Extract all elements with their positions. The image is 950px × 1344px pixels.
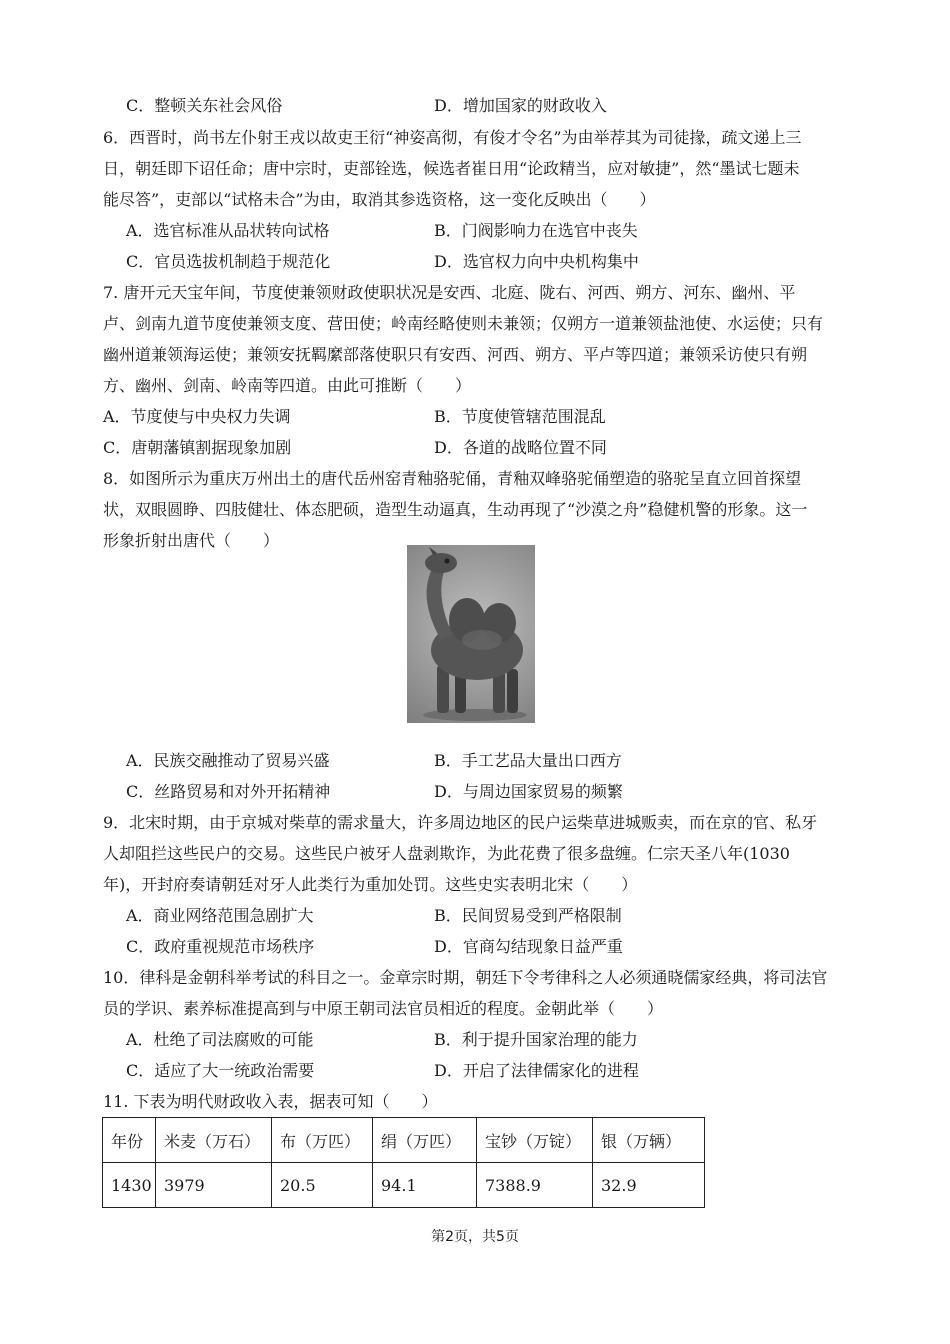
q6-option-c: C．官员选拔机制趋于规范化 [126, 252, 331, 271]
header-cloth: 布（万匹） [272, 1118, 373, 1163]
q8-option-c: C．丝路贸易和对外开拓精神 [126, 782, 331, 801]
q8-option-d: D．与周边国家贸易的频繁 [434, 782, 623, 801]
q9-option-c: C．政府重视规范市场秩序 [126, 937, 315, 956]
q6-stem-line-2: 日，朝廷即下诏任命；唐中宗时，吏部铨选，候选者崔日用“论政精当，应对敏捷”，然“墨试七题未 [103, 159, 800, 178]
q8-stem-line-3: 形象折射出唐代（ ） [103, 531, 280, 550]
q10-stem-line-1: 10．律科是金朝科举考试的科目之一。金章宗时期，朝廷下令考律科之人必须通晓儒家经典，将司法官 [103, 968, 828, 987]
cell-grain: 3979 [156, 1163, 272, 1208]
q7-stem-line-3: 幽州道兼领海运使；兼领安抚羁縻部落使职只有安西、河西、朔方、平卢等四道；兼领采访使只有朔 [103, 345, 808, 364]
q6-stem-line-3: 能尽答”，吏部以“试格未合”为由，取消其参选资格，这一变化反映出（ ） [103, 190, 656, 209]
table-row [103, 1163, 705, 1208]
q9-option-b: B．民间贸易受到严格限制 [434, 906, 622, 925]
camel-figurine-illustration [407, 545, 535, 723]
q5-option-c: C．整顿关东社会风俗 [126, 96, 283, 115]
header-grain: 米麦（万石） [156, 1118, 272, 1163]
q7-option-d: D．各道的战略位置不同 [434, 438, 607, 457]
camel-figurine-photo [407, 545, 535, 723]
q6-option-a: A．选官标准从品状转向试格 [126, 221, 330, 240]
q10-option-c: C．适应了大一统政治需要 [126, 1061, 315, 1080]
q6-stem-line-1: 6．西晋时，尚书左仆射王戎以故吏王衍“神姿高彻，有俊才令名”为由举荐其为司徒掾，疏文递上三 [103, 128, 802, 147]
header-year: 年份 [103, 1118, 156, 1163]
table-header-row [103, 1118, 705, 1163]
q9-stem-line-3: 年)，开封府奏请朝廷对牙人此类行为重加处罚。这些史实表明北宋（ ） [103, 875, 638, 894]
q10-option-a: A．杜绝了司法腐败的可能 [126, 1030, 314, 1049]
header-silk: 绢（万匹） [373, 1118, 477, 1163]
page-footer: 第2页，共5页 [431, 1229, 519, 1245]
q6-option-d: D．选官权力向中央机构集中 [434, 252, 639, 271]
cell-year: 1430 [103, 1163, 156, 1208]
q7-stem-line-2: 卢、剑南九道节度使兼领支度、营田使；岭南经略使则未兼领；仅朔方一道兼领盐池使、水运使；只有 [103, 314, 824, 333]
q9-option-a: A．商业网络范围急剧扩大 [126, 906, 314, 925]
cell-silver: 32.9 [593, 1163, 705, 1208]
q7-option-a: A．节度使与中央权力失调 [103, 407, 291, 426]
cell-silk: 94.1 [373, 1163, 477, 1208]
q6-option-b: B．门阀影响力在选官中丧失 [434, 221, 638, 240]
q7-stem-line-4: 方、幽州、剑南、岭南等四道。由此可推断（ ） [103, 376, 472, 395]
q7-option-c: C．唐朝藩镇割据现象加剧 [103, 438, 292, 457]
finance-table [102, 1117, 705, 1208]
q8-option-b: B．手工艺品大量出口西方 [434, 751, 622, 770]
q7-option-b: B．节度使管辖范围混乱 [434, 407, 606, 426]
q9-stem-line-1: 9．北宋时期，由于京城对柴草的需求量大，许多周边地区的民户运柴草进城贩卖，而在京的官、私牙 [103, 813, 818, 832]
q10-stem-line-2: 员的学识、素养标准提高到与中原王朝司法官员相近的程度。金朝此举（ ） [103, 999, 664, 1018]
q10-option-d: D．开启了法律儒家化的进程 [434, 1061, 639, 1080]
q10-option-b: B．利于提升国家治理的能力 [434, 1030, 638, 1049]
cell-cloth: 20.5 [272, 1163, 373, 1208]
q8-option-a: A．民族交融推动了贸易兴盛 [126, 751, 330, 770]
q8-stem-line-1: 8．如图所示为重庆万州出土的唐代岳州窑青釉骆驼俑，青釉双峰骆驼俑塑造的骆驼呈直立回首探望 [103, 469, 802, 488]
cell-paper-money: 7388.9 [477, 1163, 593, 1208]
header-paper-money: 宝钞（万锭） [477, 1118, 593, 1163]
q11-stem: 11. 下表为明代财政收入表，据表可知（ ） [103, 1092, 438, 1111]
q8-stem-line-2: 状，双眼圆睁、四肢健壮、体态肥硕，造型生动逼真，生动再现了“沙漠之舟”稳健机警的形象。这一 [103, 500, 808, 519]
header-silver: 银（万辆） [593, 1118, 705, 1163]
q9-option-d: D．官商勾结现象日益严重 [434, 937, 623, 956]
q5-option-d: D．增加国家的财政收入 [434, 96, 607, 115]
q9-stem-line-2: 人却阻拦这些民户的交易。这些民户被牙人盘剥欺诈，为此花费了很多盘缠。仁宗天圣八年(1030 [103, 844, 790, 863]
q7-stem-line-1: 7. 唐开元天宝年间，节度使兼领财政使职状况是安西、北庭、陇右、河西、朔方、河东、幽州、平 [103, 283, 796, 302]
